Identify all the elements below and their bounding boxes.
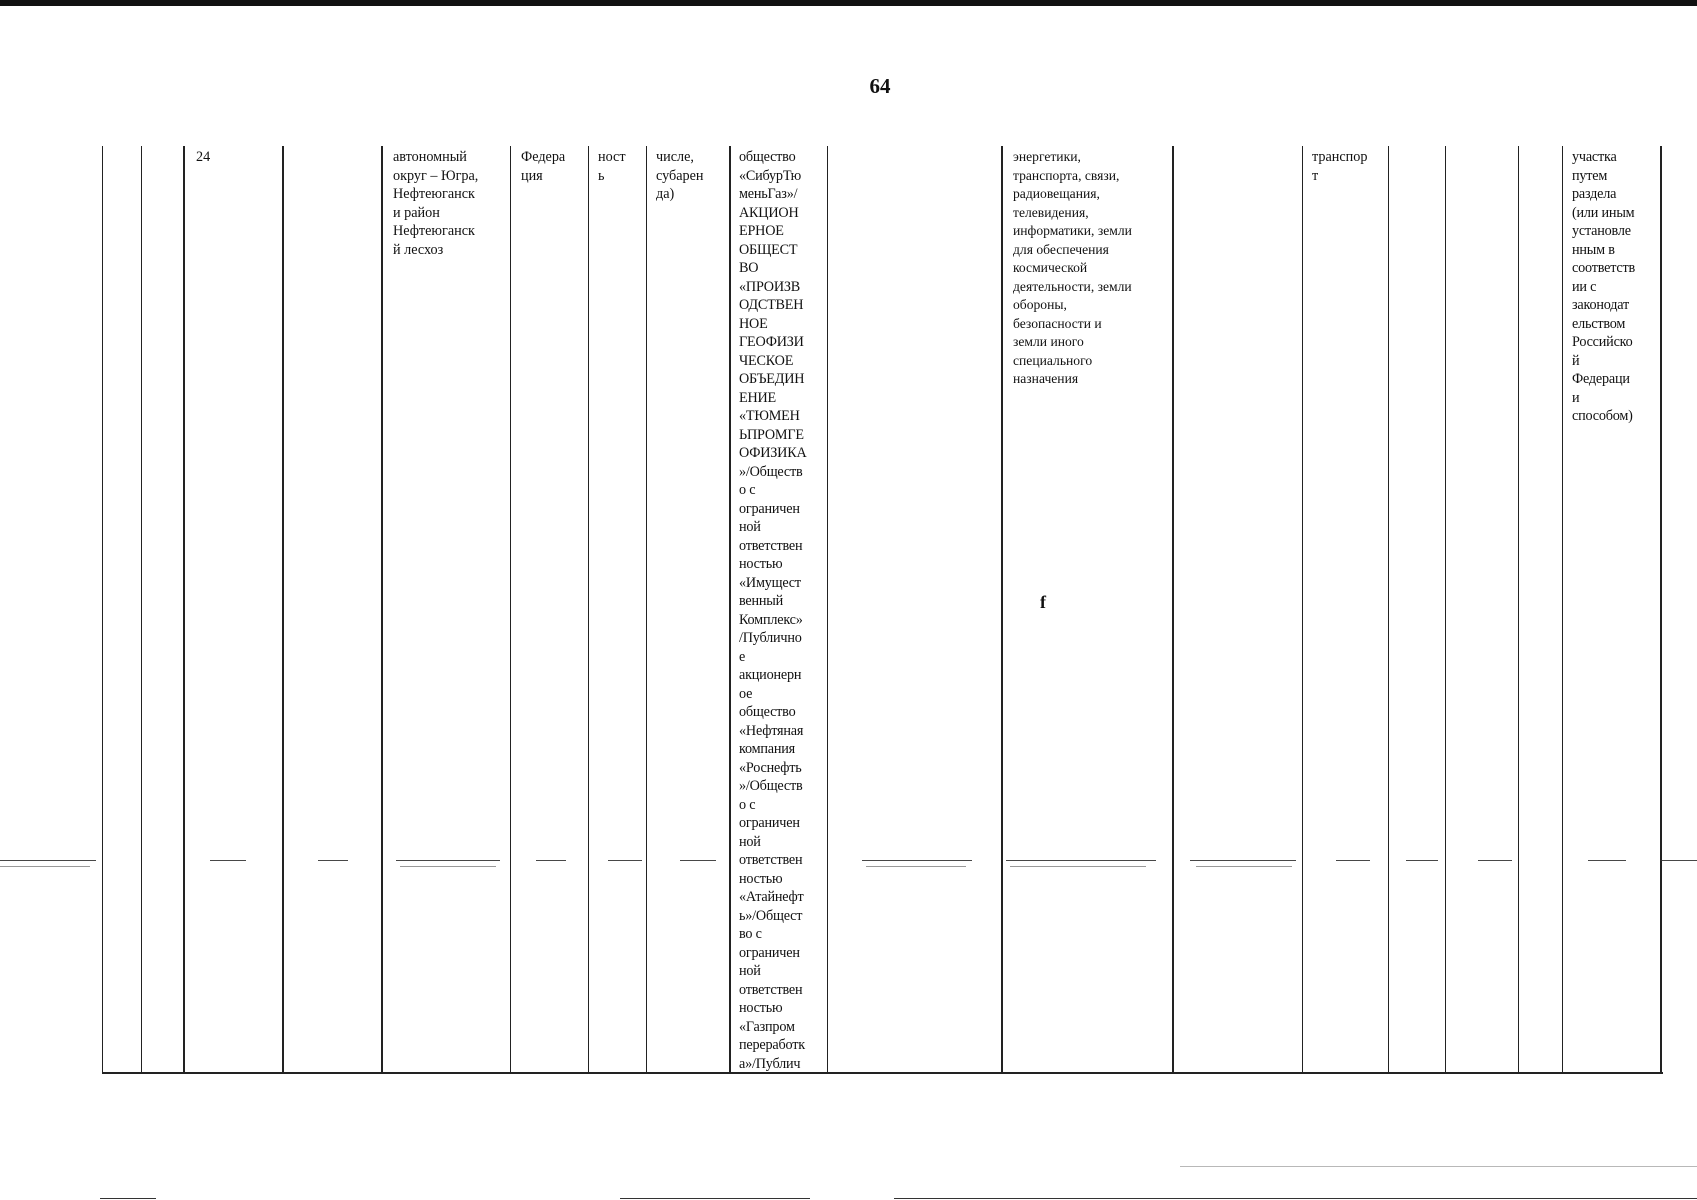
scan-artifact-line: [318, 860, 348, 861]
column-rule: [102, 146, 103, 1074]
cell-row-number: 24: [196, 149, 211, 165]
scan-artifact-line: [210, 860, 246, 861]
scan-artifact-line: [536, 860, 566, 861]
cell-transport: транспор т: [1312, 149, 1368, 184]
column-rule: [183, 146, 185, 1074]
cell-rights: числе, субарен да): [656, 149, 704, 202]
scan-artifact-line: [1336, 860, 1370, 861]
column-rule: [1562, 146, 1563, 1074]
column-rule: [381, 146, 383, 1074]
cell-ownership: Федера ция: [521, 149, 566, 184]
scan-artifact-line: [1196, 866, 1292, 867]
column-rule: [282, 146, 284, 1074]
column-rule: [1518, 146, 1519, 1074]
scan-artifact-line: [0, 860, 96, 861]
scan-artifact-line: [1406, 860, 1438, 861]
scan-artifact-line: [400, 866, 496, 867]
table-bottom-rule: [102, 1072, 1663, 1074]
column-rule: [1172, 146, 1174, 1074]
column-rule: [1388, 146, 1389, 1074]
scan-artifact-line: [608, 860, 642, 861]
scan-artifact-line: [1190, 860, 1296, 861]
scan-artifact-line: [894, 1198, 1697, 1199]
column-rule: [729, 146, 731, 1074]
cell-land-category: энергетики, транспорта, связи, радиовещания, телевидения, информатики, земли для обеспечения космической деятельности, земли обороны, безопасности и земли иного специального назначения: [1013, 149, 1132, 386]
column-rule: [1445, 146, 1446, 1074]
column-rule: [1302, 146, 1303, 1074]
scan-artifact-line: [620, 1198, 810, 1199]
scan-artifact-line: [862, 860, 972, 861]
column-rule: [827, 146, 828, 1074]
scan-artifact-line: [1180, 1166, 1697, 1167]
cell-users: общество «СибурТю меньГаз»/ АКЦИОН ЕРНОЕ ОБЩЕСТ ВО «ПРОИЗВ ОДСТВЕН НОЕ ГЕОФИЗИ ЧЕСКОЕ ОБЪЕДИН ЕНИЕ «ТЮМЕН ЬПРОМГЕ ОФИЗИКА »/Обществ о с ограничен ной ответствен ностью «Имущест венный Комплекс» /Публично е акционерн ое общество «Нефтяная компания «Роснефть »/Обществ о с ограничен ной ответствен ностью «Атайнефт ь»/Общест во с ограничен ной ответствен ностью «Газпром переработк а»/Публич: [739, 149, 807, 1072]
scan-artifact-line: [0, 866, 90, 867]
column-rule: [1660, 146, 1662, 1074]
page-number: 64: [869, 74, 891, 98]
scan-artifact-line: [1588, 860, 1626, 861]
cell-nost: ност ь: [598, 149, 626, 184]
column-rule: [141, 146, 142, 1074]
scan-artifact-line: [680, 860, 716, 861]
column-rule: [510, 146, 511, 1074]
scan-artifact-line: [1660, 860, 1697, 861]
column-rule: [588, 146, 589, 1074]
scan-artifact-line: [396, 860, 500, 861]
scan-artifact-line: [1006, 860, 1156, 861]
cell-location: автономный округ – Югра, Нефтеюганск и район Нефтеюганск й лесхоз: [393, 149, 479, 258]
scan-artifact-line: [866, 866, 966, 867]
column-rule: [646, 146, 647, 1074]
scan-artifact-line: [100, 1198, 156, 1199]
scan-artifact-line: [1478, 860, 1512, 861]
column-rule: [1001, 146, 1003, 1074]
scan-artifact-line: [1010, 866, 1146, 867]
stray-mark: f: [1040, 592, 1046, 612]
cell-formation: участка путем раздела (или иным установле нным в соответств ии с законодат ельством Российско й Федераци и способом): [1572, 149, 1635, 424]
